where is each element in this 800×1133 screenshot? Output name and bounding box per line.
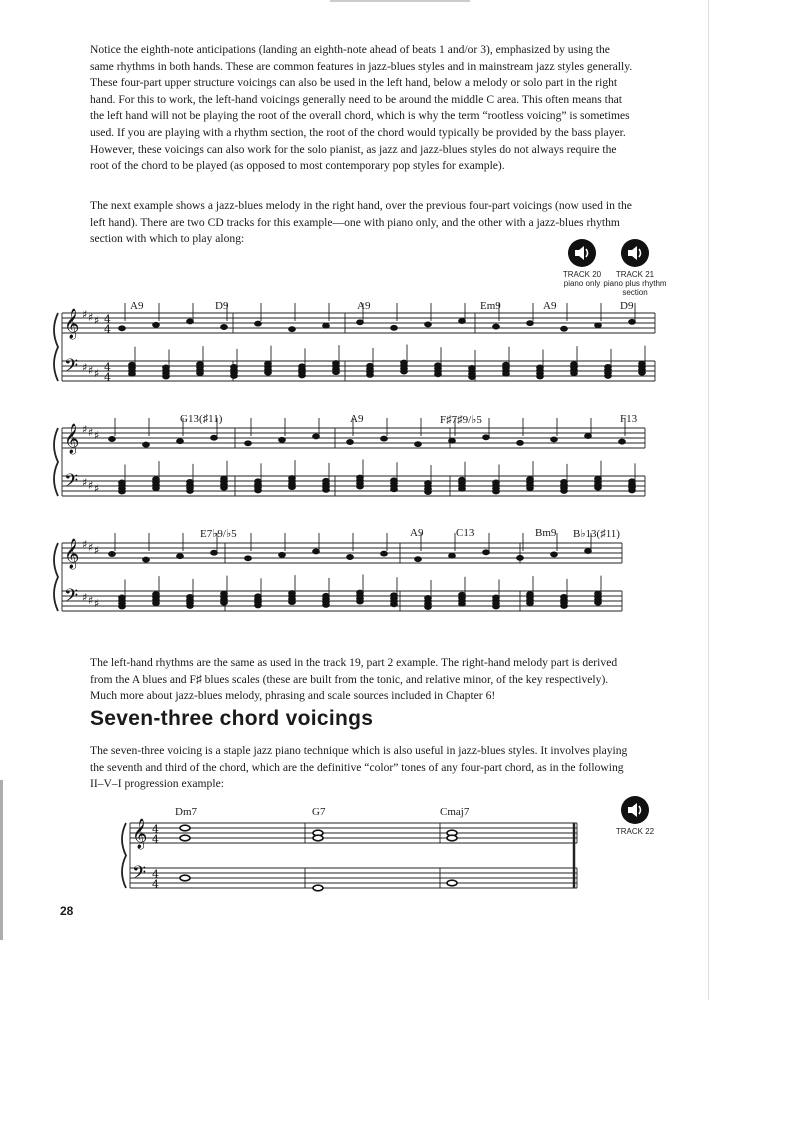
notehead [537, 365, 544, 370]
music-glyph: ♯ [82, 361, 88, 374]
chord-symbol: Bm9 [535, 527, 557, 539]
music-glyph: ♯ [94, 597, 100, 610]
music-glyph: 𝄢 [132, 863, 147, 888]
notehead [629, 319, 636, 324]
music-glyph: 𝄞 [132, 819, 148, 849]
notehead [177, 439, 184, 444]
track-label: TRACK 20 [562, 270, 602, 279]
chord-symbol: Cmaj7 [440, 806, 470, 818]
music-glyph: ♯ [82, 591, 88, 604]
notehead [187, 479, 194, 484]
notehead [289, 476, 296, 481]
notehead [503, 362, 510, 367]
chord-symbol: Dm7 [175, 806, 197, 818]
notehead [483, 435, 490, 440]
music-glyph: 4 [104, 371, 111, 384]
notehead [211, 550, 218, 555]
notehead [357, 320, 364, 325]
chord-symbol: F♯7♯9/♭5 [440, 414, 482, 426]
notehead [561, 479, 568, 484]
whole-note [180, 835, 190, 841]
music-glyph: 𝄞 [64, 539, 80, 569]
notehead [517, 440, 524, 445]
notehead [401, 360, 408, 365]
brace [54, 428, 58, 496]
whole-note [447, 835, 457, 841]
section-heading: Seven-three chord voicings [90, 707, 374, 730]
notehead [391, 478, 398, 483]
notehead [619, 439, 626, 444]
track-sub: piano plus rhythm section [603, 279, 667, 297]
notehead [245, 441, 252, 446]
notehead [153, 477, 160, 482]
chord-symbol: D9 [620, 300, 634, 312]
music-glyph: ♯ [88, 594, 94, 607]
notehead [527, 321, 534, 326]
music-glyph: ♯ [88, 479, 94, 492]
music-glyph: ♯ [88, 311, 94, 324]
notehead [585, 549, 592, 554]
music-glyph: 𝄞 [64, 309, 80, 339]
notehead [163, 365, 170, 370]
chord-symbol: B♭13(♯11) [573, 528, 620, 540]
notehead [517, 555, 524, 560]
notehead [143, 442, 150, 447]
chord-symbol: G13(♯11) [180, 413, 223, 425]
music-glyph: ♯ [94, 544, 100, 557]
whole-note [313, 885, 323, 891]
track-label: TRACK 22 [615, 827, 655, 836]
notehead [629, 479, 636, 484]
notehead [177, 554, 184, 559]
music-glyph: ♯ [88, 426, 94, 439]
notehead [153, 592, 160, 597]
notehead [415, 557, 422, 562]
notehead [459, 319, 466, 324]
track-label: TRACK 21 [615, 270, 655, 279]
notehead [153, 322, 160, 327]
notehead [245, 556, 252, 561]
music-glyph: 𝄞 [64, 424, 80, 454]
notehead [595, 323, 602, 328]
notehead [255, 594, 262, 599]
music-glyph: 4 [152, 878, 159, 891]
chord-symbol: C13 [456, 527, 475, 539]
intro-paragraph: Notice the eighth-note anticipations (landing an eighth-note ahead of beats 1 and/or 3), emphasized by using the same rhythms in both hands. These are common features in jazz-blues styles and in mainstream jazz styles generally. These four-part upper structure voicings can also be used in the left hand, below a melody or solo part in the right hand. For this to work, the left-hand voicings generally need to be around the middle C area. This often means that the left hand will not be playing the root of the overall chord, which is why the term “rootless voicing” is sometimes used. If you are playing with a rhythm section, the root of the chord would typically be provided by the bass player. However, these voicings can also work for the solo pianist, as jazz and jazz-blues styles do not always require the root of the chord to be played (as opposed to most contemporary pop styles for example). [90, 43, 633, 173]
music-glyph: ♯ [88, 541, 94, 554]
music-glyph: ♯ [94, 429, 100, 442]
notehead [289, 591, 296, 596]
notehead [469, 366, 476, 371]
notehead [221, 591, 228, 596]
notehead [459, 592, 466, 597]
brace [122, 823, 126, 888]
notehead [551, 437, 558, 442]
chord-symbol: D9 [215, 300, 229, 312]
notehead [313, 549, 320, 554]
whole-note [447, 880, 457, 886]
notehead [585, 434, 592, 439]
chord-symbol: A9 [543, 300, 557, 312]
page-number: 28 [60, 904, 74, 918]
music-glyph: ♯ [94, 367, 100, 380]
notehead [459, 477, 466, 482]
notehead [279, 437, 286, 442]
notehead [493, 595, 500, 600]
seven-three-paragraph: The seven-three voicing is a staple jazz piano technique which is also useful in jazz-blues styles. It involves playing the seventh and third of the chord, which are the definitive “color” tones of any four-part chord, as in the following II–V–I progression example: [90, 744, 628, 791]
whole-note [180, 825, 190, 831]
music-glyph: 4 [152, 833, 159, 846]
music-glyph: ♯ [94, 314, 100, 327]
notehead [425, 481, 432, 486]
notehead [449, 438, 456, 443]
notehead [561, 326, 568, 331]
notehead [143, 557, 150, 562]
chord-symbol: A9 [357, 300, 371, 312]
notehead [299, 364, 306, 369]
notehead [231, 364, 238, 369]
notehead [561, 594, 568, 599]
notehead [483, 550, 490, 555]
music-glyph: ♯ [82, 538, 88, 551]
notehead [357, 475, 364, 480]
notehead [357, 590, 364, 595]
notehead [211, 435, 218, 440]
notehead [119, 595, 126, 600]
notehead [571, 362, 578, 367]
example-intro-paragraph: The next example shows a jazz-blues melody in the right hand, over the previous four-part voicings (now used in the left hand). There are two CD tracks for this example—one with piano only, and the other with a jazz-blues rhythm section with which to play along: [90, 199, 632, 246]
notehead [255, 479, 262, 484]
notehead [425, 322, 432, 327]
chord-symbol: E7♭9/♭5 [200, 528, 237, 540]
notehead [435, 363, 442, 368]
chord-symbol: G7 [312, 806, 326, 818]
music-glyph: 4 [104, 313, 111, 326]
music-glyph: 4 [152, 868, 159, 881]
notehead [289, 327, 296, 332]
brace [54, 313, 58, 381]
music-glyph: ♯ [88, 364, 94, 377]
notehead [639, 361, 646, 366]
notehead [605, 364, 612, 369]
notehead [551, 552, 558, 557]
notehead [381, 436, 388, 441]
brace [54, 543, 58, 611]
notehead [415, 442, 422, 447]
notehead [221, 325, 228, 330]
chord-symbol: A9 [130, 300, 144, 312]
notehead [347, 440, 354, 445]
music-glyph: 4 [104, 323, 111, 336]
notehead [323, 323, 330, 328]
notehead [323, 593, 330, 598]
music-glyph: 4 [104, 361, 111, 374]
notehead [221, 476, 228, 481]
music-glyph: ♯ [82, 308, 88, 321]
music-glyph: ♯ [82, 476, 88, 489]
notehead [527, 477, 534, 482]
chord-symbol: A9 [350, 413, 364, 425]
notehead [265, 361, 272, 366]
notehead [527, 592, 534, 597]
notehead [279, 552, 286, 557]
music-glyph: ♯ [82, 423, 88, 436]
whole-note [180, 875, 190, 881]
notehead [119, 480, 126, 485]
track-sub: piano only [563, 279, 601, 288]
notehead [197, 362, 204, 367]
music-glyph: 𝄢 [64, 471, 79, 496]
notehead [493, 324, 500, 329]
notehead [391, 325, 398, 330]
notehead [109, 552, 116, 557]
chord-symbol: Em9 [480, 300, 501, 312]
music-glyph: 𝄢 [64, 586, 79, 611]
notehead [595, 476, 602, 481]
notehead [367, 363, 374, 368]
explanation-paragraph: The left-hand rhythms are the same as used in the track 19, part 2 example. The right-hand melody part is derived from the A blues and F♯ blues scales (these are built from the tonic, and relative minor, of the key respectively). Much more about jazz-blues melody, phrasing and scale sources included in Chapter 6! [90, 656, 618, 703]
music-glyph: ♯ [94, 482, 100, 495]
notehead [119, 326, 126, 331]
music-glyph: 4 [152, 823, 159, 836]
notehead [425, 596, 432, 601]
notehead [347, 555, 354, 560]
music-glyph: 𝄢 [64, 356, 79, 381]
whole-note [313, 835, 323, 841]
notehead [255, 321, 262, 326]
notehead [187, 319, 194, 324]
notehead [129, 362, 136, 367]
notehead [323, 478, 330, 483]
notehead [449, 553, 456, 558]
notehead [333, 361, 340, 366]
notehead [109, 437, 116, 442]
notehead [187, 594, 194, 599]
notehead [493, 480, 500, 485]
notehead [313, 434, 320, 439]
chord-symbol: A9 [410, 527, 424, 539]
chord-symbol: F13 [620, 413, 638, 425]
notehead [391, 593, 398, 598]
notehead [595, 591, 602, 596]
notehead [381, 551, 388, 556]
